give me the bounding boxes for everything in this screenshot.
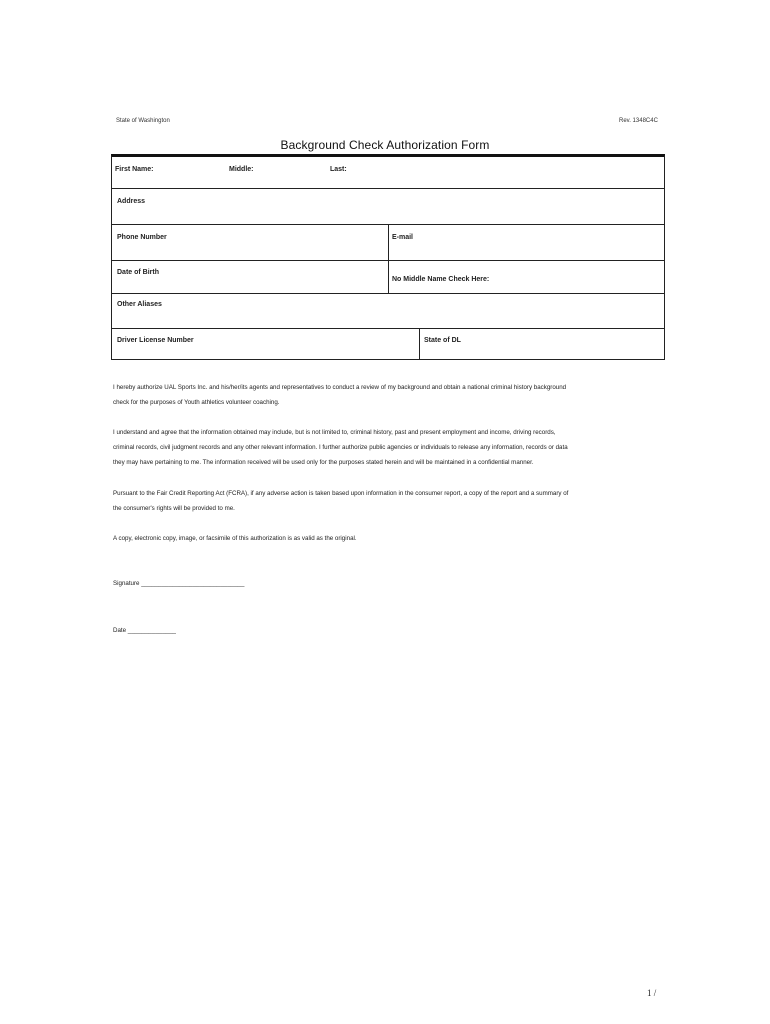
driver-license-field[interactable]: Driver License Number <box>117 337 194 344</box>
paragraph-line: I understand and agree that the information obtained may include, but is not limited to, criminal history, past and present employment and income, driving records, <box>113 429 556 436</box>
no-middle-name-checkbox[interactable]: No Middle Name Check Here: <box>392 276 490 283</box>
middle-name-field[interactable]: Middle: <box>229 166 254 173</box>
revision-label: Rev. 1348C4C <box>619 118 658 124</box>
paragraph-line: check for the purposes of Youth athletics volunteer coaching. <box>113 399 280 406</box>
first-name-field[interactable]: First Name: <box>115 166 154 173</box>
last-name-field[interactable]: Last: <box>330 166 347 173</box>
form-column-divider <box>388 224 389 293</box>
form-divider <box>112 328 664 329</box>
address-field[interactable]: Address <box>117 198 146 205</box>
applicant-info-form <box>111 154 665 360</box>
form-divider <box>112 188 664 189</box>
signature-line[interactable]: Signature ______________________________ <box>113 580 245 587</box>
email-field[interactable]: E-mail <box>392 234 414 241</box>
paragraph-line: A copy, electronic copy, image, or facsimile of this authorization is as valid as the original. <box>113 535 357 542</box>
copy-validity-paragraph <box>113 531 663 546</box>
page-number: 1 / <box>647 988 657 998</box>
understanding-paragraph <box>113 425 663 470</box>
paragraph-line: Pursuant to the Fair Credit Reporting Act (FCRA), if any adverse action is taken based upon information in the consumer report, a copy of the report and a summary of <box>113 490 569 497</box>
state-of-dl-field[interactable]: State of DL <box>424 337 461 344</box>
fcra-paragraph <box>113 486 663 516</box>
paragraph-line: criminal records, civil judgment records and any other relevant information. I further authorize public agencies or individuals to release any information, records or data <box>113 444 568 451</box>
page-title: Background Check Authorization Form <box>280 138 490 152</box>
paragraph-line: they may have pertaining to me. The information received will be used only for the purposes stated herein and will be maintained in a confidential manner. <box>113 459 534 466</box>
paragraph-line: I hereby authorize UAL Sports Inc. and his/her/its agents and representatives to conduct a review of my background and obtain a national criminal history background <box>113 384 567 391</box>
form-column-divider <box>419 328 420 360</box>
authorization-paragraph <box>113 380 663 410</box>
paragraph-line: the consumer's rights will be provided to me. <box>113 505 235 512</box>
form-divider <box>112 293 664 294</box>
date-of-birth-field[interactable]: Date of Birth <box>117 269 159 276</box>
date-line[interactable]: Date ______________ <box>113 627 176 634</box>
state-label: State of Washington <box>116 118 170 124</box>
other-aliases-field[interactable]: Other Aliases <box>117 301 162 308</box>
phone-number-field[interactable]: Phone Number <box>117 234 167 241</box>
